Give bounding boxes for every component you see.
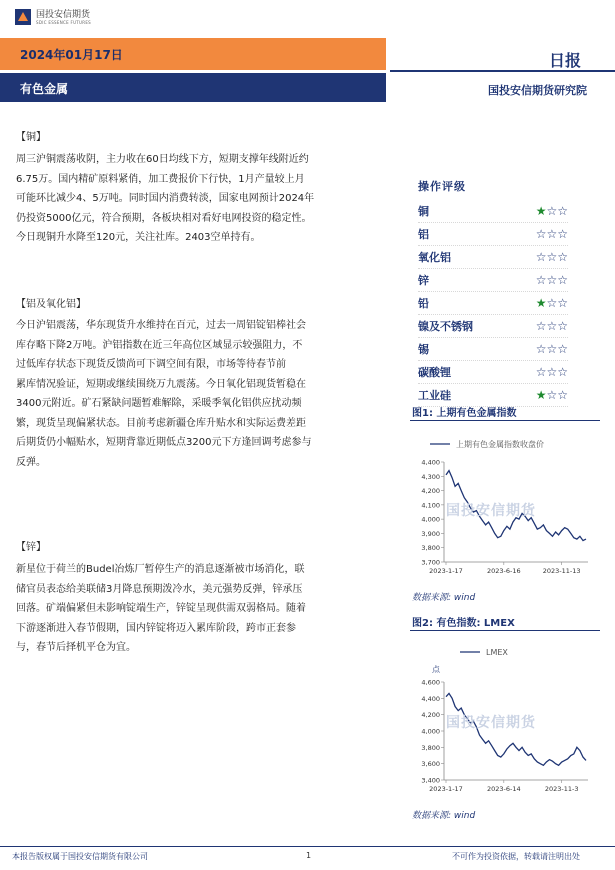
footer-divider: [0, 846, 615, 847]
rating-name: 碳酸锂: [418, 366, 451, 379]
y-tick-label: 3,400: [421, 776, 440, 785]
text-line: 今日沪铝震荡，华东现货升水维持在百元，过去一周铝锭铝棒社会: [16, 320, 306, 331]
rating-name: 氧化铝: [418, 251, 451, 264]
x-tick-label: 2023-6-14: [487, 785, 521, 793]
section-body-aluminum: [16, 316, 384, 472]
legend-label: 上期有色金属指数收盘价: [456, 440, 544, 449]
text-line: 3400元附近。矿石紧缺问题暂难解除，采暖季氧化铝供应扰动频: [16, 398, 302, 409]
rating-name: 镍及不锈钢: [418, 320, 473, 333]
operation-rating: [418, 178, 568, 407]
x-tick-label: 2023-6-16: [487, 567, 521, 575]
y-tick-label: 4,000: [421, 515, 440, 524]
star-empty-icon: ☆: [546, 250, 558, 264]
y-tick-label: 4,200: [421, 711, 440, 720]
text-line: 库存略下降2万吨。沪铝指数在近三年高位区域显示较强阻力，不: [16, 339, 303, 351]
x-tick-label: 2023-11-13: [542, 567, 581, 575]
star-empty-icon: ☆: [535, 250, 547, 264]
y-tick-label: 3,800: [421, 743, 440, 752]
text-line: 繁，现货呈现偏紧状态。目前考虑新疆仓库升贴水和实际运费差距: [16, 417, 306, 429]
rating-row: [418, 292, 568, 315]
figure-2-watermark: 国投安信期货: [446, 715, 536, 731]
sector-title: 有色金属: [20, 82, 69, 96]
text-line: 过低库存状态下现货反馈尚可下调空间有限，市场等待春节前: [16, 359, 286, 370]
star-filled-icon: ★: [535, 204, 547, 218]
x-tick-label: 2023-1-17: [429, 785, 463, 793]
rating-name: 铝: [418, 228, 429, 241]
star-empty-icon: ☆: [546, 204, 558, 218]
rating-stars: [536, 250, 568, 264]
text-line: 周三沪铜震荡收阴，主力收在60日均线下方，短期支撑年线附近约: [16, 154, 309, 165]
text-line: 新星位于荷兰的Budel冶炼厂暂停生产的消息逐渐被市场消化，联: [16, 564, 305, 575]
logo-text: 国投安信期货: [36, 9, 91, 20]
text-line: 后期货仍小幅贴水，短期背靠近期低点3200元下方逢回调考虑参与: [16, 437, 312, 448]
star-empty-icon: ☆: [557, 388, 568, 402]
y-tick-label: 3,800: [421, 544, 440, 553]
rating-stars: [536, 342, 568, 356]
rating-title: 操作评级: [418, 180, 466, 193]
figure-1-title: 图1: 上期有色金属指数: [412, 408, 517, 419]
rating-name: 工业硅: [418, 389, 451, 402]
report-date: 2024年01月17日: [20, 48, 123, 62]
y-tick-label: 4,400: [421, 694, 440, 703]
figure-1-divider: [410, 420, 600, 421]
rating-stars: [536, 227, 568, 241]
section-title-aluminum: 【铝及氧化铝】: [16, 299, 86, 310]
star-empty-icon: ☆: [546, 365, 558, 379]
text-line: 仍投资5000亿元，符合预期，各板块相对看好电网投资的稳定性。: [16, 212, 312, 224]
rating-stars: [536, 365, 568, 379]
logo-subtext: SDIC ESSENCE FUTURES: [36, 19, 92, 25]
text-line: 下游逐渐进入春节假期，国内锌锭将迈入累库阶段，跨市正套参: [16, 622, 296, 634]
legend-label: LMEX: [486, 648, 508, 657]
figure-2-divider: [410, 630, 600, 631]
star-empty-icon: ☆: [546, 388, 558, 402]
y-tick-label: 3,600: [421, 760, 440, 769]
y-tick-label: 4,200: [421, 487, 440, 496]
header-divider: [390, 70, 615, 72]
star-empty-icon: ☆: [546, 296, 558, 310]
y-tick-label: 4,600: [421, 678, 440, 687]
star-empty-icon: ☆: [535, 273, 547, 287]
text-line: 回落。矿端偏紧但未影响锭端生产，锌锭呈现供需双弱格局。随着: [16, 603, 306, 614]
star-empty-icon: ☆: [557, 227, 568, 241]
section-body-copper: [16, 150, 384, 248]
y-tick-label: 4,000: [421, 727, 440, 736]
rating-stars: [536, 204, 568, 218]
footer-disclaimer: 不可作为投资依据，转载请注明出处: [452, 852, 580, 861]
star-empty-icon: ☆: [535, 319, 547, 333]
star-empty-icon: ☆: [535, 342, 547, 356]
rating-row: [418, 338, 568, 361]
text-line: 与，春节后择机平仓为宜。: [16, 642, 136, 653]
figure-1-watermark: 国投安信期货: [446, 503, 536, 519]
footer-copyright: 本报告版权属于国投安信期货有限公司: [12, 852, 148, 861]
rating-row: [418, 269, 568, 292]
company-logo: [14, 8, 91, 26]
rating-name: 铜: [418, 205, 429, 218]
star-empty-icon: ☆: [557, 204, 568, 218]
figure-2-title: 图2: 有色指数: LMEX: [412, 618, 515, 629]
rating-stars: [536, 296, 568, 310]
star-empty-icon: ☆: [535, 365, 547, 379]
star-empty-icon: ☆: [546, 319, 558, 333]
star-filled-icon: ★: [535, 388, 547, 402]
star-empty-icon: ☆: [557, 342, 568, 356]
text-line: 今日现铜升水降至120元，关注社库。2403空单持有。: [16, 232, 261, 243]
report-type: 日报: [548, 51, 581, 70]
star-empty-icon: ☆: [557, 365, 568, 379]
star-filled-icon: ★: [535, 296, 547, 310]
section-title-zinc: 【锌】: [16, 542, 46, 553]
rating-row: [418, 200, 568, 223]
y-tick-label: 4,400: [421, 458, 440, 467]
text-line: 可能环比减少4、5万吨。同时国内消费转淡，国家电网预计2024年: [16, 193, 315, 204]
y-tick-label: 3,700: [421, 558, 440, 567]
star-empty-icon: ☆: [557, 250, 568, 264]
institute-name: 国投安信期货研究院: [488, 84, 587, 97]
unit-label: 点: [432, 665, 440, 674]
rating-row: [418, 315, 568, 338]
page-number: 1: [306, 851, 312, 860]
figure-2-source: 数据来源: wind: [412, 811, 476, 821]
section-body-zinc: [16, 560, 384, 658]
star-empty-icon: ☆: [546, 342, 558, 356]
star-empty-icon: ☆: [535, 227, 547, 241]
x-tick-label: 2023-1-17: [429, 567, 463, 575]
star-empty-icon: ☆: [557, 296, 568, 310]
star-empty-icon: ☆: [546, 227, 558, 241]
rating-stars: [536, 319, 568, 333]
text-line: 6.75万。国内精矿原料紧俏，加工费报价下行快，1月产量较上月: [16, 173, 305, 185]
star-empty-icon: ☆: [546, 273, 558, 287]
rating-name: 锡: [418, 343, 429, 356]
text-line: 反弹。: [16, 456, 46, 468]
rating-name: 锌: [418, 274, 429, 287]
rating-stars: [536, 388, 568, 402]
rating-name: 铅: [418, 297, 429, 310]
text-line: 储官员表态给美联储3月降息预期泼冷水，美元强势反弹，锌承压: [16, 583, 303, 595]
section-title-copper: 【铜】: [16, 132, 46, 143]
rating-stars: [536, 273, 568, 287]
y-tick-label: 4,300: [421, 472, 440, 481]
figure-1-source: 数据来源: wind: [412, 593, 476, 603]
y-tick-label: 4,100: [421, 501, 440, 510]
text-line: 累库情况验证，短期或继续围绕万九震荡。今日氧化铝现货暂稳在: [16, 378, 306, 390]
y-tick-label: 3,900: [421, 529, 440, 538]
rating-row: [418, 361, 568, 384]
rating-row: [418, 246, 568, 269]
star-empty-icon: ☆: [557, 273, 568, 287]
x-tick-label: 2023-11-3: [544, 785, 579, 793]
rating-row: [418, 223, 568, 246]
rating-list: [418, 200, 568, 407]
logo-mark-icon: [14, 8, 32, 26]
star-empty-icon: ☆: [557, 319, 568, 333]
